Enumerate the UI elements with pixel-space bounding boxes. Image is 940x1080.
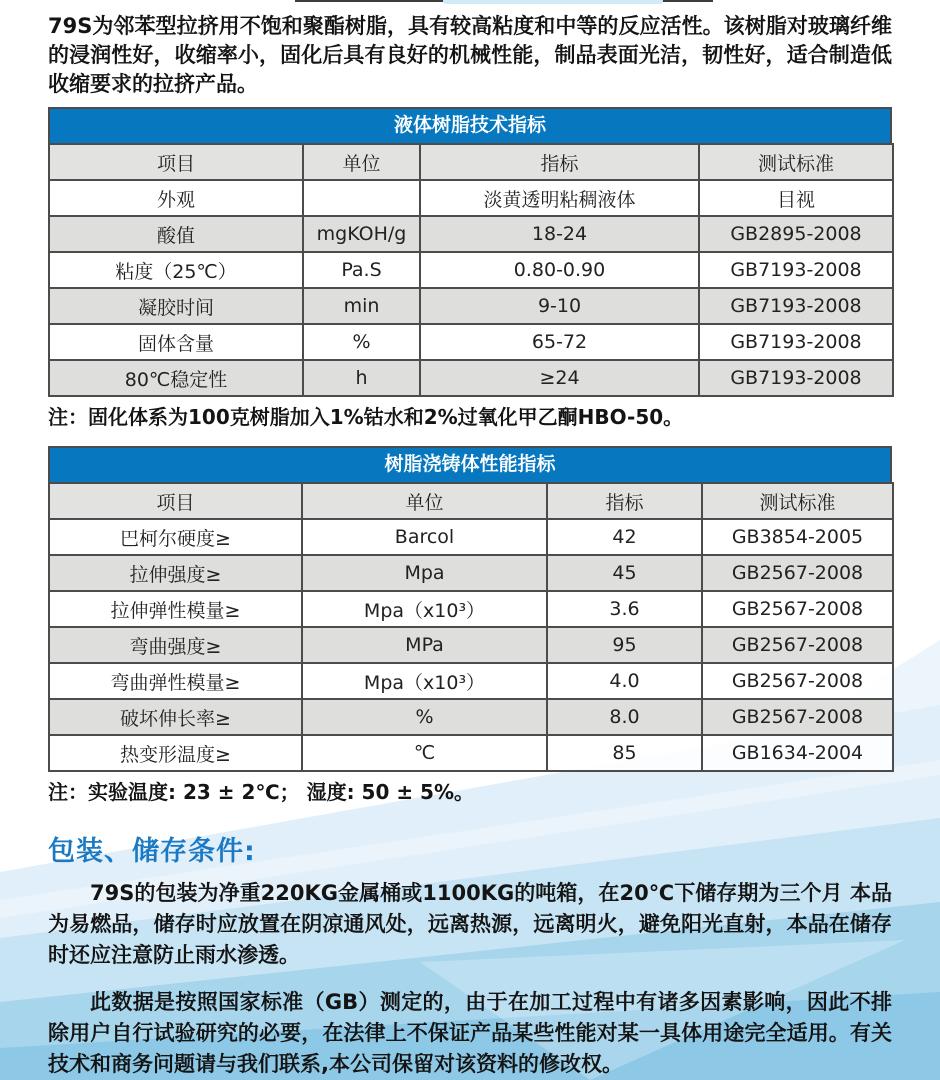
table-cell: 巴柯尔硬度≥ (49, 519, 302, 555)
table-cell: 拉伸强度≥ (49, 555, 302, 591)
table-cell: 8.0 (547, 699, 702, 735)
table-cell: GB7193-2008 (699, 288, 893, 324)
table-cell: GB3854-2005 (702, 519, 893, 555)
table-cell: 凝胶时间 (49, 288, 303, 324)
liquid-resin-note: 注：固化体系为100克树脂加入1%钴水和2%过氧化甲乙酮HBO-50。 (48, 405, 684, 429)
header-cell: 指标 (420, 144, 699, 180)
table-cell: Mpa（x10³） (302, 663, 547, 699)
table-row (49, 288, 893, 324)
table-cell: GB7193-2008 (699, 324, 893, 360)
table-cell: 酸值 (49, 216, 303, 252)
header-cell: 项目 (49, 483, 302, 519)
table-cell (303, 180, 420, 216)
table-row (49, 735, 893, 771)
header-cell: 单位 (302, 483, 547, 519)
table-header-row (49, 483, 893, 519)
table-cell: 9-10 (420, 288, 699, 324)
table-cell: GB2567-2008 (702, 555, 893, 591)
table-row (49, 699, 893, 735)
table-cell: 外观 (49, 180, 303, 216)
liquid-resin-table (48, 143, 894, 397)
header-cell: 测试标准 (702, 483, 893, 519)
table-cell: 弯曲弹性模量≥ (49, 663, 302, 699)
table-cell: 45 (547, 555, 702, 591)
table-cell: 42 (547, 519, 702, 555)
table-row (49, 591, 893, 627)
storage-paragraph-2: 此数据是按照国家标准（GB）测定的，由于在加工过程中有诸多因素影响，因此不排除用户自行试验研究的必要，在法律上不保证产品某些性能对某一具体用途完全适用。有关技术和商务问题请与我们联系,本公司保留对该资料的修改权。 (48, 990, 892, 1076)
liquid-resin-table-title: 液体树脂技术指标 (48, 107, 892, 143)
table-cell: 拉伸弹性模量≥ (49, 591, 302, 627)
table-row (49, 663, 893, 699)
table-cell: Pa.S (303, 252, 420, 288)
table-cell: 3.6 (547, 591, 702, 627)
table-cell: 95 (547, 627, 702, 663)
table-cell: ℃ (302, 735, 547, 771)
table-cell: GB7193-2008 (699, 360, 893, 396)
table-cell: mgKOH/g (303, 216, 420, 252)
table-cell: GB2567-2008 (702, 627, 893, 663)
header-cell: 指标 (547, 483, 702, 519)
table-cell: 粘度（25℃） (49, 252, 303, 288)
table-cell: 破坏伸长率≥ (49, 699, 302, 735)
table-cell: Mpa (302, 555, 547, 591)
table-header-row (49, 144, 893, 180)
table-cell: % (302, 699, 547, 735)
table-cell: GB2567-2008 (702, 699, 893, 735)
table-cell: GB2567-2008 (702, 663, 893, 699)
table-cell: 0.80-0.90 (420, 252, 699, 288)
liquid-resin-section (48, 107, 892, 430)
table-cell: GB1634-2004 (702, 735, 893, 771)
table-row (49, 627, 893, 663)
casting-performance-table (48, 482, 894, 772)
table-cell: GB2567-2008 (702, 591, 893, 627)
table-cell: h (303, 360, 420, 396)
table-cell: 淡黄透明粘稠液体 (420, 180, 699, 216)
intro-paragraph: 79S为邻苯型拉挤用不饱和聚酯树脂，具有较高粘度和中等的反应活性。该树脂对玻璃纤维的浸润性好，收缩率小，固化后具有良好的机械性能，制品表面光洁，韧性好，适合制造低收缩要求的拉挤产品。 (48, 14, 892, 96)
table-row (49, 216, 893, 252)
table-cell: 固体含量 (49, 324, 303, 360)
spacer (48, 430, 892, 446)
header-cell: 测试标准 (699, 144, 893, 180)
casting-performance-section (48, 446, 892, 805)
storage-section-heading: 包装、储存条件: (48, 836, 256, 867)
table-row (49, 555, 893, 591)
table-row (49, 180, 893, 216)
table-cell: MPa (302, 627, 547, 663)
table-cell: min (303, 288, 420, 324)
table-cell: Mpa（x10³） (302, 591, 547, 627)
table-cell: 18-24 (420, 216, 699, 252)
header-cell: 项目 (49, 144, 303, 180)
table-cell: 弯曲强度≥ (49, 627, 302, 663)
casting-table-title: 树脂浇铸体性能指标 (48, 446, 892, 482)
table-cell: 65-72 (420, 324, 699, 360)
table-cell: 目视 (699, 180, 893, 216)
table-cell: 4.0 (547, 663, 702, 699)
table-cell: GB2895-2008 (699, 216, 893, 252)
table-cell: ≥24 (420, 360, 699, 396)
casting-note: 注：实验温度: 23 ± 2℃； 湿度: 50 ± 5%。 (48, 780, 475, 804)
table-cell: % (303, 324, 420, 360)
header-cell: 单位 (303, 144, 420, 180)
table-cell: 85 (547, 735, 702, 771)
table-cell: 热变形温度≥ (49, 735, 302, 771)
table-row (49, 324, 893, 360)
table-cell: Barcol (302, 519, 547, 555)
top-crop-tab (443, 0, 663, 4)
table-cell: GB7193-2008 (699, 252, 893, 288)
table-row (49, 252, 893, 288)
storage-paragraph-1: 79S的包装为净重220KG金属桶或1100KG的吨箱，在20℃下储存期为三个月 本品为易燃品，储存时应放置在阴凉通风处，远离热源，远离明火，避免阳光直射，本品在储存时还应注意防止雨水渗透。 (48, 881, 892, 967)
table-row (49, 519, 893, 555)
table-cell: 80℃稳定性 (49, 360, 303, 396)
table-row (49, 360, 893, 396)
